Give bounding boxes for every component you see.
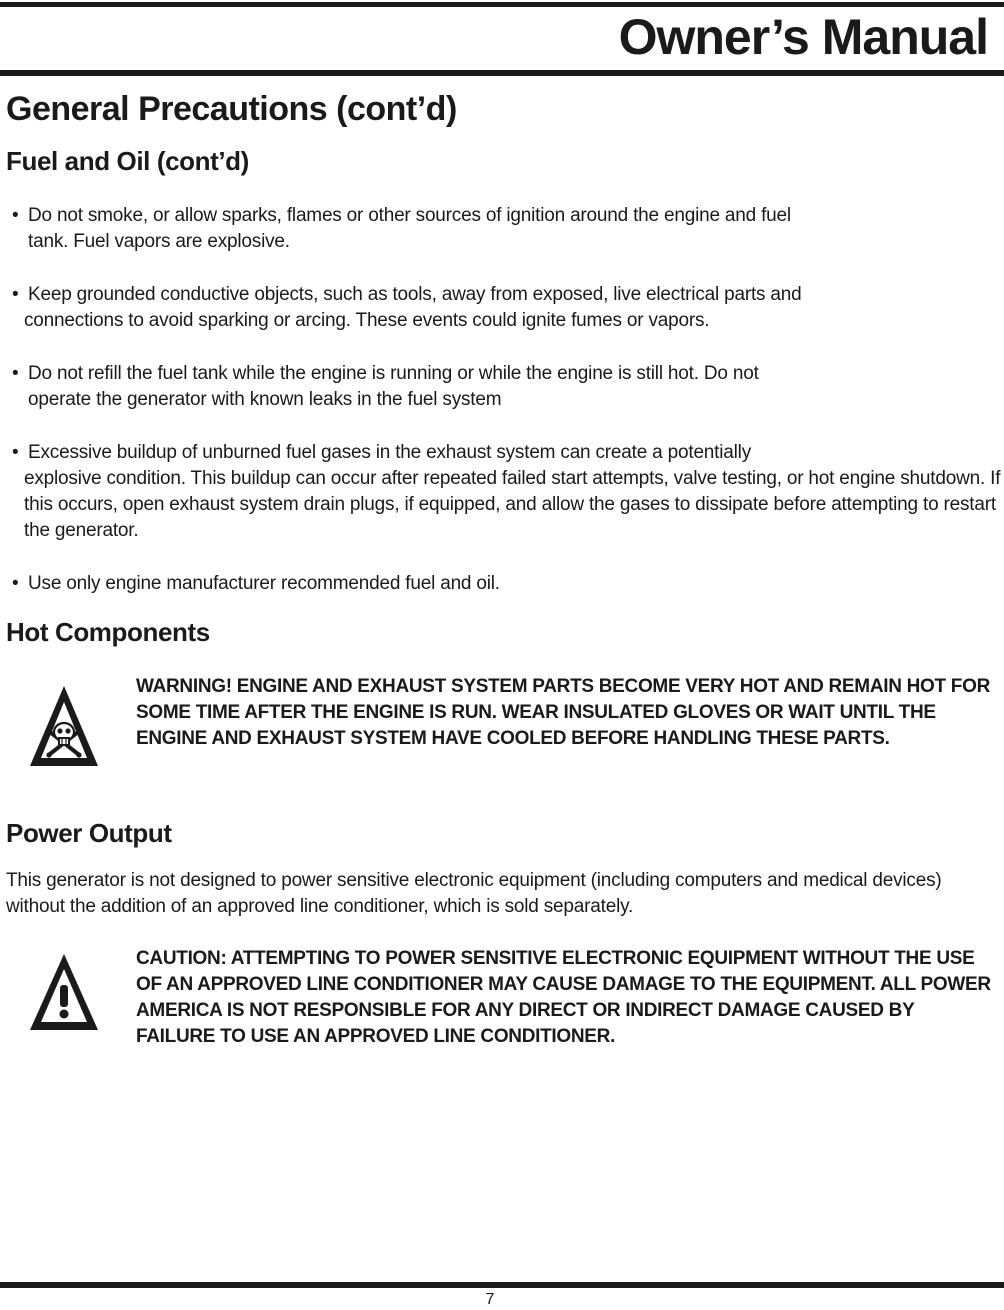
bullet-text-continued: operate the generator with known leaks in the fuel system <box>28 389 502 410</box>
skull-crossbones-warning-icon <box>28 682 100 772</box>
bullet-text-continued: connections to avoid sparking or arcing. These events could ignite fumes or vapors. <box>24 310 710 331</box>
bullet-dot-icon: • <box>12 573 19 594</box>
power-caution-warning: CAUTION: ATTEMPTING TO POWER SENSITIVE ELECTRONIC EQUIPMENT WITHOUT THE USE OF AN APPROVED LINE CONDITIONER MAY CAUSE DAMAGE TO THE EQUIPMENT. ALL POWER AMERICA IS NOT RESPONSIBLE FOR ANY DIRECT OR INDIRECT DAMAGE CAUSED BY FAILURE TO USE AN APPROVED LINE CONDITIONER. <box>136 948 991 1047</box>
power-section-title: Power Output <box>6 818 172 848</box>
bullet-dot-icon: • <box>12 442 19 463</box>
hot-section-title: Hot Components <box>6 617 210 647</box>
bullet-text: Do not smoke, or allow sparks, flames or other sources of ignition around the engine and fuel <box>28 205 791 226</box>
bullet-item <box>12 203 1002 255</box>
page-title: General Precautions (cont’d) <box>6 90 457 128</box>
bullet-item <box>12 571 1002 597</box>
hot-components-warning: WARNING! ENGINE AND EXHAUST SYSTEM PARTS BECOME VERY HOT AND REMAIN HOT FOR SOME TIME AFTER THE ENGINE IS RUN. WEAR INSULATED GLOVES OR WAIT UNTIL THE ENGINE AND EXHAUST SYSTEM HAVE COOLED BEFORE HANDLING THESE PARTS. <box>136 676 991 749</box>
bullet-text: Keep grounded conductive objects, such as tools, away from exposed, live electrical parts and <box>28 284 802 305</box>
footer-rule <box>0 1282 1004 1288</box>
bullet-dot-icon: • <box>12 363 19 384</box>
bullet-text: Do not refill the fuel tank while the engine is running or while the engine is still hot. Do not <box>28 363 759 384</box>
bullet-text: Excessive buildup of unburned fuel gases in the exhaust system can create a potentially <box>28 442 751 463</box>
page-number: 7 <box>485 1291 495 1308</box>
bullet-item <box>12 282 1002 334</box>
fuel-section-title: Fuel and Oil (cont’d) <box>6 146 249 176</box>
bullet-item <box>12 361 1002 413</box>
bullet-item <box>12 440 1002 544</box>
bullet-text-continued: tank. Fuel vapors are explosive. <box>28 231 290 252</box>
bullet-dot-icon: • <box>12 284 19 305</box>
power-output-paragraph: This generator is not designed to power sensitive electronic equipment (including computers and medical devices) without the addition of an approved line conditioner, which is sold separately. <box>6 870 942 917</box>
manual-title: Owner’s Manual <box>618 9 988 65</box>
bullet-text-continued: explosive condition. This buildup can occur after repeated failed start attempts, valve testing, or hot engine shutdown. If this occurs, open exhaust system drain plugs, if equipped, and allow the gases to dissipate before attempting to restart the generator. <box>24 468 1001 541</box>
bullet-text: Use only engine manufacturer recommended fuel and oil. <box>28 573 500 594</box>
header-rule-bottom <box>0 70 1004 76</box>
exclamation-warning-icon <box>28 950 100 1040</box>
bullet-dot-icon: • <box>12 205 19 226</box>
